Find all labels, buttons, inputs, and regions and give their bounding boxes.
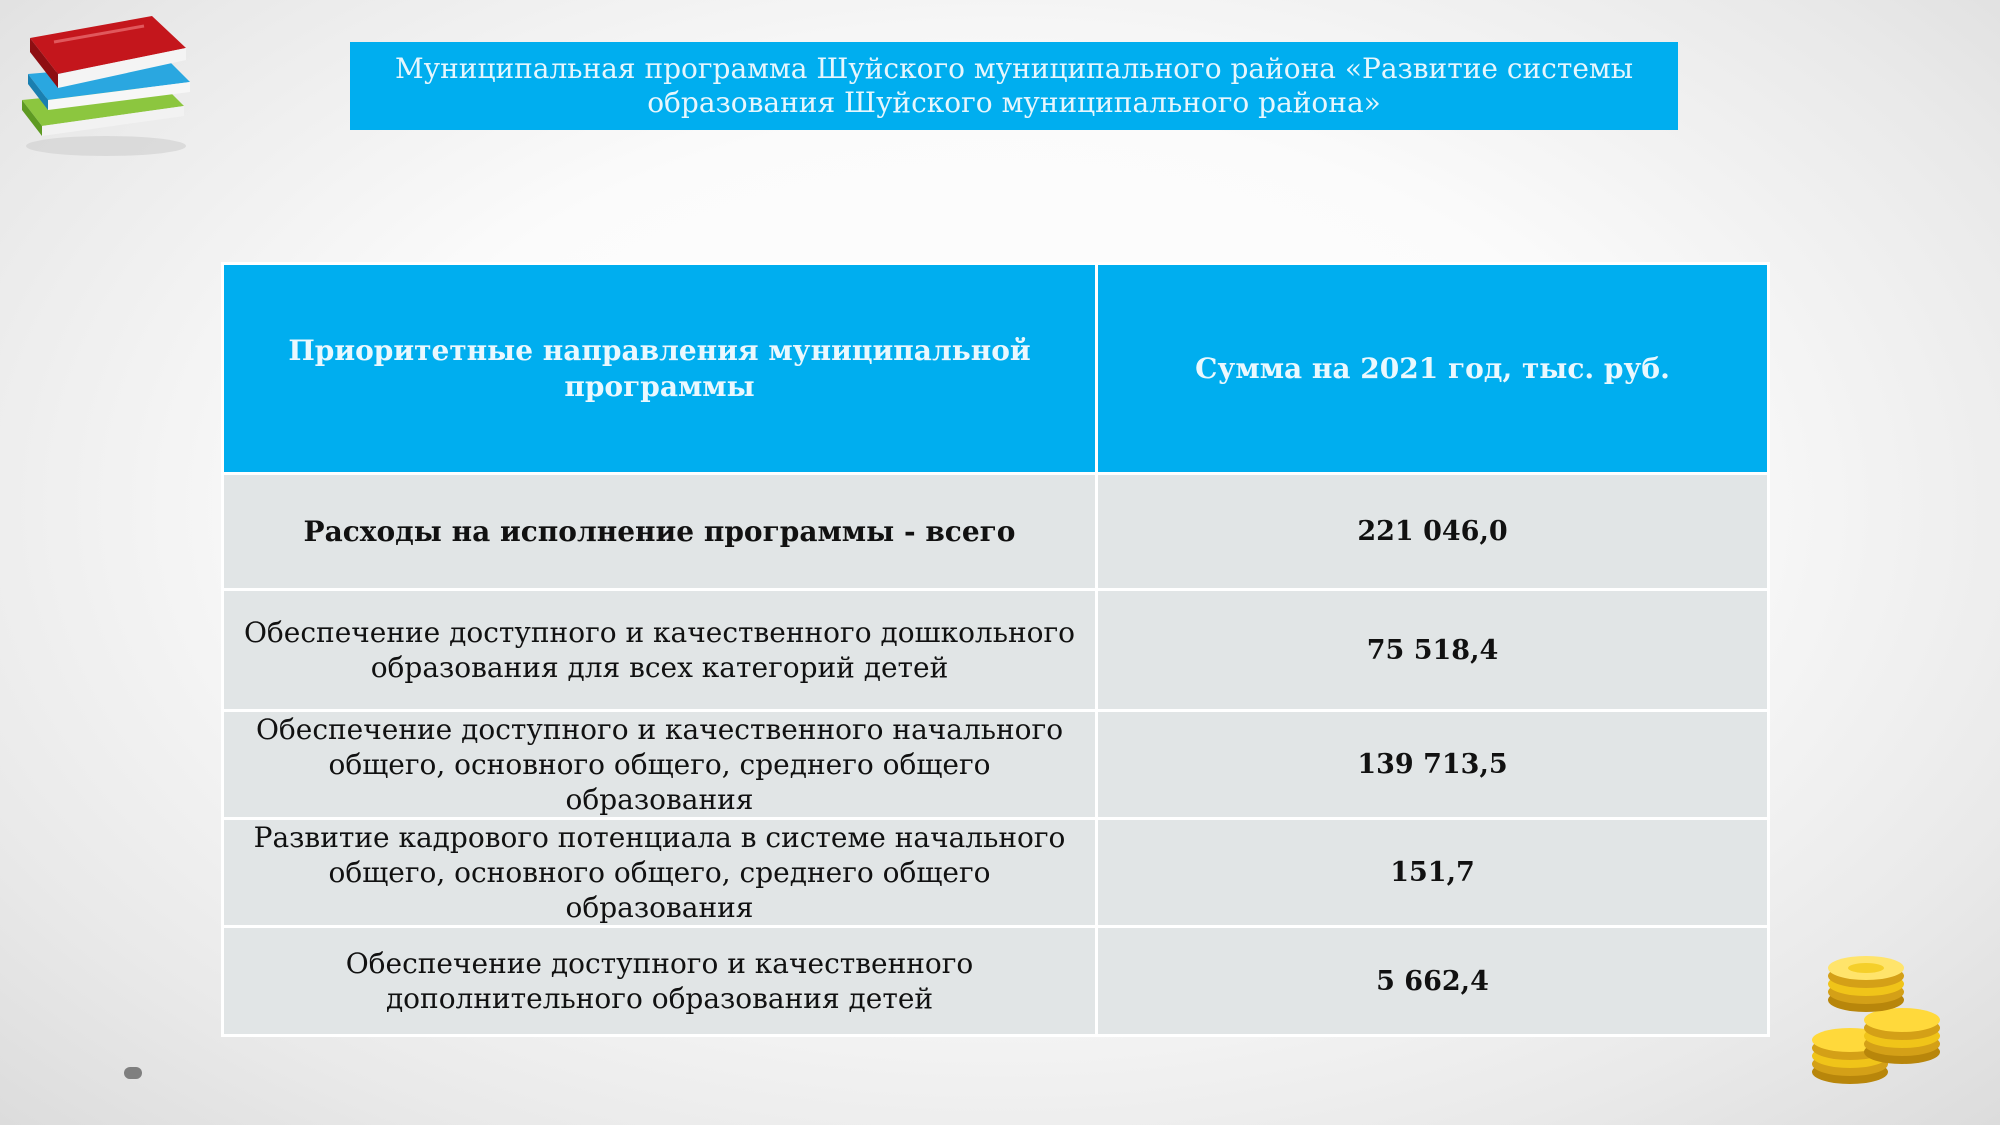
title-line-2: образования Шуйского муниципального района» bbox=[647, 86, 1381, 119]
title-banner bbox=[350, 42, 1678, 130]
table-header-row bbox=[223, 264, 1769, 474]
row-label: Расходы на исполнение программы - всего bbox=[223, 474, 1097, 590]
slide-bullet-dot bbox=[124, 1067, 142, 1079]
books-stack-icon bbox=[14, 8, 194, 162]
row-amount: 221 046,0 bbox=[1097, 474, 1769, 590]
row-label: Обеспечение доступного и качественного начального общего, основного общего, среднего общего образования bbox=[223, 711, 1097, 819]
table-row bbox=[223, 711, 1769, 819]
row-amount: 5 662,4 bbox=[1097, 927, 1769, 1036]
row-amount: 151,7 bbox=[1097, 819, 1769, 927]
row-label: Обеспечение доступного и качественного дополнительного образования детей bbox=[223, 927, 1097, 1036]
row-label: Развитие кадрового потенциала в системе начального общего, основного общего, среднего общего образования bbox=[223, 819, 1097, 927]
row-amount: 139 713,5 bbox=[1097, 711, 1769, 819]
header-amount: Сумма на 2021 год, тыс. руб. bbox=[1097, 264, 1769, 474]
table-row bbox=[223, 927, 1769, 1036]
table-row-total bbox=[223, 474, 1769, 590]
table-row bbox=[223, 819, 1769, 927]
gold-coins-icon bbox=[1810, 940, 1945, 1094]
budget-table bbox=[221, 262, 1770, 1037]
header-direction: Приоритетные направления муниципальной программы bbox=[223, 264, 1097, 474]
row-label: Обеспечение доступного и качественного дошкольного образования для всех категорий детей bbox=[223, 590, 1097, 711]
row-amount: 75 518,4 bbox=[1097, 590, 1769, 711]
title-line-1: Муниципальная программа Шуйского муниципального района «Развитие системы bbox=[395, 52, 1633, 85]
table-row bbox=[223, 590, 1769, 711]
